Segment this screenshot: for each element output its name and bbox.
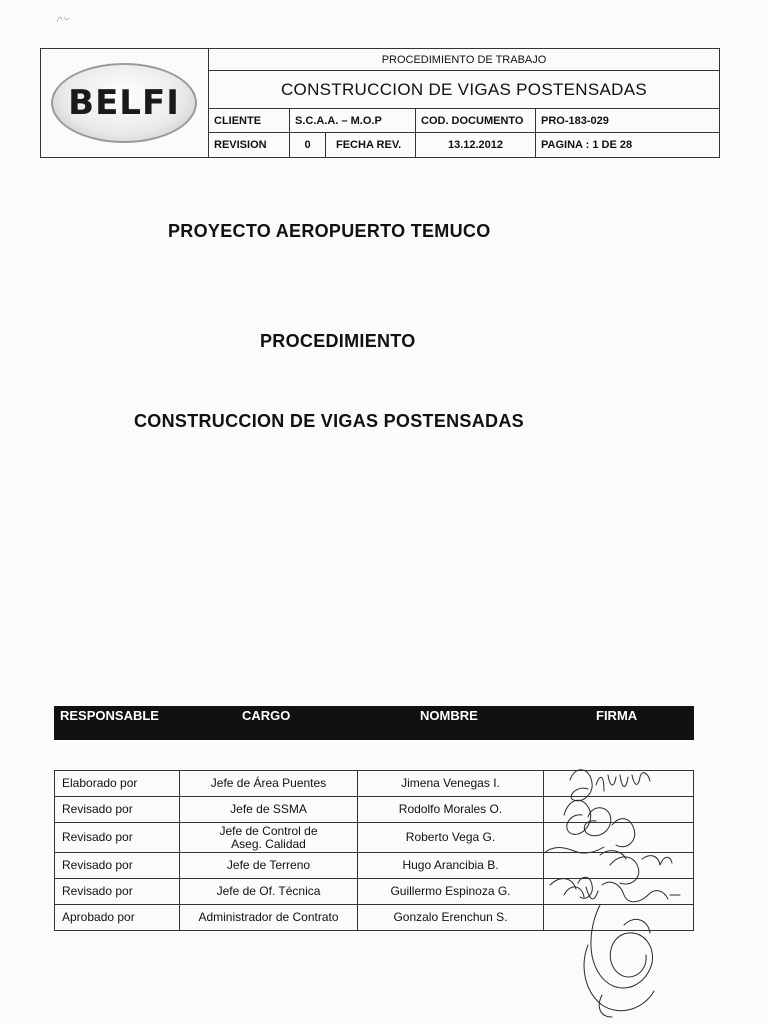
- header-row-doc-type: [209, 49, 719, 71]
- row-cargo: Jefe de Área Puentes: [179, 771, 357, 796]
- row-firma: [543, 905, 693, 930]
- pagina-value: PAGINA : 1 DE 28: [535, 133, 719, 157]
- header-nombre: NOMBRE: [420, 708, 478, 723]
- row-rol: Revisado por: [62, 830, 133, 844]
- fecha-rev-label: FECHA REV.: [325, 133, 415, 157]
- header-row-revision: [209, 133, 719, 157]
- cliente-label: CLIENTE: [214, 114, 262, 127]
- company-logo-text: BELFI: [68, 83, 180, 123]
- revision-label: REVISION: [214, 139, 267, 151]
- row-cargo: Administrador de Contrato: [179, 905, 357, 930]
- header-row-title: [209, 71, 719, 109]
- row-rol: Revisado por: [62, 802, 133, 816]
- header-firma: FIRMA: [596, 708, 638, 723]
- table-row: [55, 771, 693, 797]
- header-row-client: [209, 109, 719, 133]
- company-logo-cell: [41, 49, 209, 157]
- header-responsable: RESPONSABLE: [60, 708, 159, 723]
- table-row: [55, 797, 693, 823]
- doc-title: CONSTRUCCION DE VIGAS POSTENSADAS: [280, 79, 647, 99]
- responsables-header-bar: [54, 706, 694, 740]
- row-nombre: Gonzalo Erenchun S.: [357, 905, 543, 930]
- document-header: [40, 48, 720, 158]
- row-nombre: Rodolfo Morales O.: [357, 797, 543, 822]
- row-nombre: Hugo Arancibia B.: [357, 853, 543, 878]
- row-firma: [543, 879, 693, 904]
- row-rol: Aprobado por: [62, 910, 135, 924]
- row-firma: [543, 797, 693, 822]
- row-firma: [543, 853, 693, 878]
- row-cargo: Jefe de Of. Técnica: [179, 879, 357, 904]
- table-row: [55, 879, 693, 905]
- procedure-heading: PROCEDIMIENTO: [260, 331, 416, 351]
- procedure-name: CONSTRUCCION DE VIGAS POSTENSADAS: [134, 411, 524, 431]
- table-row: [55, 853, 693, 879]
- approvals-table: [54, 770, 694, 931]
- row-rol: Revisado por: [62, 858, 133, 872]
- revision-value: 0: [289, 133, 325, 157]
- cod-documento-label: COD. DOCUMENTO: [415, 109, 535, 132]
- header-cargo: CARGO: [242, 708, 291, 723]
- table-row: [55, 823, 693, 853]
- row-rol: Revisado por: [62, 884, 133, 898]
- row-nombre: Guillermo Espinoza G.: [357, 879, 543, 904]
- row-cargo: Jefe de Control de Aseg. Calidad: [179, 823, 357, 852]
- row-cargo: Jefe de Terreno: [179, 853, 357, 878]
- row-cargo: Jefe de SSMA: [179, 797, 357, 822]
- project-title: PROYECTO AEROPUERTO TEMUCO: [168, 221, 491, 241]
- cod-documento-value: PRO-183-029: [535, 109, 719, 132]
- header-grid: [209, 49, 719, 157]
- scan-artifact: [56, 14, 70, 24]
- row-firma: [543, 771, 693, 796]
- row-nombre: Jimena Venegas I.: [357, 771, 543, 796]
- row-nombre: Roberto Vega G.: [357, 823, 543, 852]
- row-rol: Elaborado por: [62, 776, 138, 790]
- table-row: [55, 905, 693, 930]
- row-firma: [543, 823, 693, 852]
- doc-type: PROCEDIMIENTO DE TRABAJO: [381, 53, 547, 66]
- cliente-value: S.C.A.A. – M.O.P: [289, 109, 415, 132]
- fecha-rev-value: 13.12.2012: [415, 133, 535, 157]
